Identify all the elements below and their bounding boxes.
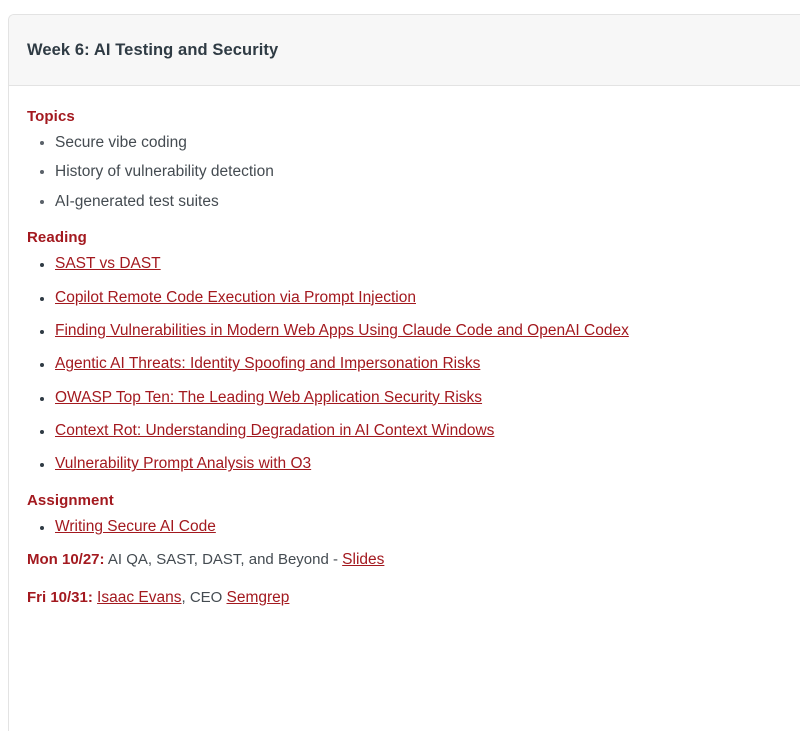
list-item [27, 421, 778, 440]
assignment-link[interactable]: Writing Secure AI Code [55, 517, 216, 535]
assignment-list [27, 517, 778, 536]
list-item [27, 454, 778, 473]
list-item [27, 162, 778, 181]
card-body [9, 86, 800, 636]
schedule-text-mid: , CEO [181, 589, 227, 607]
topics-list [27, 133, 778, 211]
schedule-line-friday [27, 588, 778, 608]
week-card [8, 14, 800, 731]
reading-link[interactable]: Agentic AI Threats: Identity Spoofing and Impersonation Risks [55, 355, 481, 373]
reading-link[interactable]: Context Rot: Understanding Degradation in AI Context Windows [55, 422, 495, 439]
slides-link[interactable]: Slides [342, 551, 385, 569]
schedule-line-monday [27, 550, 778, 570]
schedule-day-label: Fri 10/31: [27, 589, 93, 607]
schedule-text: AI QA, SAST, DAST, and Beyond - [104, 551, 343, 569]
topic-label: History of vulnerability detection [55, 163, 274, 181]
reading-link[interactable]: OWASP Top Ten: The Leading Web Application Security Risks [55, 388, 483, 406]
reading-link[interactable]: Finding Vulnerabilities in Modern Web Apps Using Claude Code and OpenAI Codex [55, 321, 629, 339]
topic-label: AI-generated test suites [55, 192, 219, 210]
list-item [27, 388, 778, 407]
reading-link[interactable]: Copilot Remote Code Execution via Prompt Injection [55, 288, 416, 306]
reading-link[interactable]: SAST vs DAST [55, 255, 161, 273]
list-item [27, 254, 778, 273]
speaker-link[interactable]: Isaac Evans [97, 589, 182, 607]
topic-label: Secure vibe coding [55, 134, 187, 151]
company-link[interactable]: Semgrep [226, 589, 290, 607]
page-title: Week 6: AI Testing and Security [27, 41, 279, 59]
topics-heading: Topics [27, 108, 75, 125]
list-item [27, 354, 778, 373]
list-item [27, 321, 778, 340]
list-item [27, 288, 778, 307]
card-header [9, 15, 800, 86]
reading-list [27, 254, 778, 474]
list-item [27, 192, 778, 211]
assignment-heading: Assignment [27, 491, 114, 509]
reading-heading: Reading [27, 229, 87, 247]
reading-link[interactable]: Vulnerability Prompt Analysis with O3 [55, 455, 312, 473]
list-item [27, 517, 778, 536]
schedule-day-label: Mon 10/27: [27, 551, 105, 569]
list-item [27, 133, 778, 152]
